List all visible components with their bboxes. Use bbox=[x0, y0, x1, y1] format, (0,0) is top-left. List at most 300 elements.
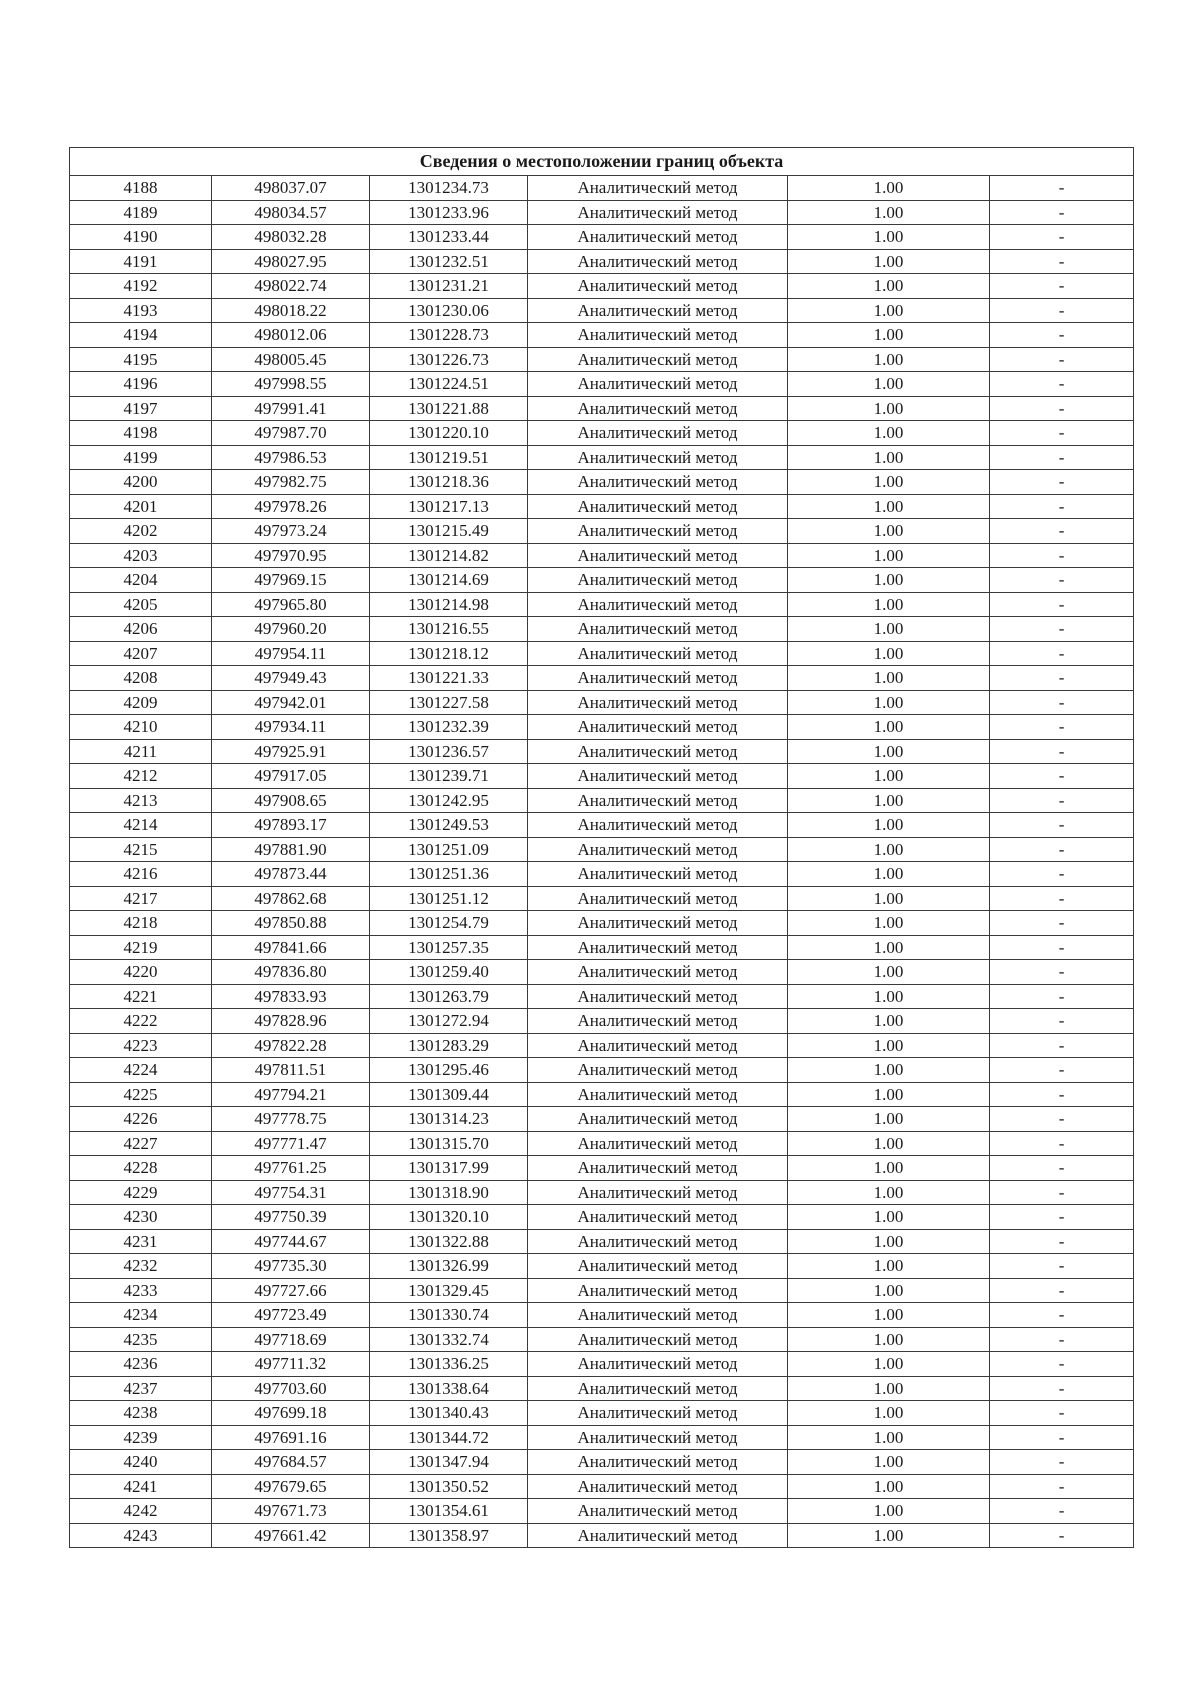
precision-cell: 1.00 bbox=[788, 1425, 990, 1450]
table-row bbox=[70, 1107, 1134, 1132]
table-row bbox=[70, 739, 1134, 764]
table-row bbox=[70, 1058, 1134, 1083]
table-row bbox=[70, 1033, 1134, 1058]
y-coordinate-cell: 1301219.51 bbox=[370, 445, 528, 470]
x-coordinate-cell: 497942.01 bbox=[212, 690, 370, 715]
point-number-cell: 4198 bbox=[70, 421, 212, 446]
x-coordinate-cell: 497761.25 bbox=[212, 1156, 370, 1181]
extra-cell: - bbox=[990, 225, 1134, 250]
extra-cell: - bbox=[990, 1156, 1134, 1181]
method-cell: Аналитический метод bbox=[528, 935, 788, 960]
y-coordinate-cell: 1301251.09 bbox=[370, 837, 528, 862]
y-coordinate-cell: 1301350.52 bbox=[370, 1474, 528, 1499]
table-row bbox=[70, 1425, 1134, 1450]
method-cell: Аналитический метод bbox=[528, 176, 788, 201]
point-number-cell: 4211 bbox=[70, 739, 212, 764]
y-coordinate-cell: 1301317.99 bbox=[370, 1156, 528, 1181]
precision-cell: 1.00 bbox=[788, 298, 990, 323]
extra-cell: - bbox=[990, 911, 1134, 936]
precision-cell: 1.00 bbox=[788, 960, 990, 985]
method-cell: Аналитический метод bbox=[528, 1327, 788, 1352]
extra-cell: - bbox=[990, 568, 1134, 593]
precision-cell: 1.00 bbox=[788, 764, 990, 789]
y-coordinate-cell: 1301239.71 bbox=[370, 764, 528, 789]
y-coordinate-cell: 1301329.45 bbox=[370, 1278, 528, 1303]
y-coordinate-cell: 1301295.46 bbox=[370, 1058, 528, 1083]
precision-cell: 1.00 bbox=[788, 1474, 990, 1499]
extra-cell: - bbox=[990, 1499, 1134, 1524]
method-cell: Аналитический метод bbox=[528, 274, 788, 299]
method-cell: Аналитический метод bbox=[528, 543, 788, 568]
x-coordinate-cell: 497754.31 bbox=[212, 1180, 370, 1205]
table-row bbox=[70, 690, 1134, 715]
method-cell: Аналитический метод bbox=[528, 666, 788, 691]
method-cell: Аналитический метод bbox=[528, 1058, 788, 1083]
x-coordinate-cell: 497771.47 bbox=[212, 1131, 370, 1156]
y-coordinate-cell: 1301215.49 bbox=[370, 519, 528, 544]
y-coordinate-cell: 1301232.51 bbox=[370, 249, 528, 274]
extra-cell: - bbox=[990, 764, 1134, 789]
x-coordinate-cell: 497828.96 bbox=[212, 1009, 370, 1034]
precision-cell: 1.00 bbox=[788, 1450, 990, 1475]
point-number-cell: 4205 bbox=[70, 592, 212, 617]
point-number-cell: 4206 bbox=[70, 617, 212, 642]
extra-cell: - bbox=[990, 1009, 1134, 1034]
x-coordinate-cell: 498037.07 bbox=[212, 176, 370, 201]
method-cell: Аналитический метод bbox=[528, 617, 788, 642]
extra-cell: - bbox=[990, 494, 1134, 519]
y-coordinate-cell: 1301233.44 bbox=[370, 225, 528, 250]
extra-cell: - bbox=[990, 323, 1134, 348]
table-row bbox=[70, 1327, 1134, 1352]
point-number-cell: 4225 bbox=[70, 1082, 212, 1107]
extra-cell: - bbox=[990, 1058, 1134, 1083]
extra-cell: - bbox=[990, 592, 1134, 617]
x-coordinate-cell: 497978.26 bbox=[212, 494, 370, 519]
table-row bbox=[70, 813, 1134, 838]
extra-cell: - bbox=[990, 862, 1134, 887]
x-coordinate-cell: 497778.75 bbox=[212, 1107, 370, 1132]
extra-cell: - bbox=[990, 1205, 1134, 1230]
y-coordinate-cell: 1301263.79 bbox=[370, 984, 528, 1009]
precision-cell: 1.00 bbox=[788, 837, 990, 862]
method-cell: Аналитический метод bbox=[528, 421, 788, 446]
point-number-cell: 4238 bbox=[70, 1401, 212, 1426]
y-coordinate-cell: 1301233.96 bbox=[370, 200, 528, 225]
method-cell: Аналитический метод bbox=[528, 641, 788, 666]
precision-cell: 1.00 bbox=[788, 739, 990, 764]
table-row bbox=[70, 1499, 1134, 1524]
y-coordinate-cell: 1301216.55 bbox=[370, 617, 528, 642]
method-cell: Аналитический метод bbox=[528, 788, 788, 813]
y-coordinate-cell: 1301257.35 bbox=[370, 935, 528, 960]
extra-cell: - bbox=[990, 519, 1134, 544]
y-coordinate-cell: 1301320.10 bbox=[370, 1205, 528, 1230]
x-coordinate-cell: 497862.68 bbox=[212, 886, 370, 911]
point-number-cell: 4236 bbox=[70, 1352, 212, 1377]
table-row bbox=[70, 372, 1134, 397]
point-number-cell: 4188 bbox=[70, 176, 212, 201]
table-row bbox=[70, 445, 1134, 470]
precision-cell: 1.00 bbox=[788, 1303, 990, 1328]
precision-cell: 1.00 bbox=[788, 494, 990, 519]
precision-cell: 1.00 bbox=[788, 323, 990, 348]
y-coordinate-cell: 1301330.74 bbox=[370, 1303, 528, 1328]
extra-cell: - bbox=[990, 372, 1134, 397]
table-row bbox=[70, 1156, 1134, 1181]
table-row bbox=[70, 617, 1134, 642]
x-coordinate-cell: 497881.90 bbox=[212, 837, 370, 862]
table-row bbox=[70, 1254, 1134, 1279]
extra-cell: - bbox=[990, 1033, 1134, 1058]
method-cell: Аналитический метод bbox=[528, 1450, 788, 1475]
table-row bbox=[70, 249, 1134, 274]
y-coordinate-cell: 1301326.99 bbox=[370, 1254, 528, 1279]
precision-cell: 1.00 bbox=[788, 568, 990, 593]
x-coordinate-cell: 497703.60 bbox=[212, 1376, 370, 1401]
x-coordinate-cell: 497661.42 bbox=[212, 1523, 370, 1548]
point-number-cell: 4218 bbox=[70, 911, 212, 936]
x-coordinate-cell: 497718.69 bbox=[212, 1327, 370, 1352]
point-number-cell: 4213 bbox=[70, 788, 212, 813]
point-number-cell: 4212 bbox=[70, 764, 212, 789]
x-coordinate-cell: 497960.20 bbox=[212, 617, 370, 642]
table-row bbox=[70, 323, 1134, 348]
method-cell: Аналитический метод bbox=[528, 739, 788, 764]
extra-cell: - bbox=[990, 1474, 1134, 1499]
y-coordinate-cell: 1301336.25 bbox=[370, 1352, 528, 1377]
x-coordinate-cell: 497735.30 bbox=[212, 1254, 370, 1279]
method-cell: Аналитический метод bbox=[528, 470, 788, 495]
x-coordinate-cell: 497987.70 bbox=[212, 421, 370, 446]
method-cell: Аналитический метод bbox=[528, 715, 788, 740]
method-cell: Аналитический метод bbox=[528, 1425, 788, 1450]
table-row bbox=[70, 176, 1134, 201]
method-cell: Аналитический метод bbox=[528, 225, 788, 250]
x-coordinate-cell: 498018.22 bbox=[212, 298, 370, 323]
table-row bbox=[70, 347, 1134, 372]
extra-cell: - bbox=[990, 715, 1134, 740]
x-coordinate-cell: 498027.95 bbox=[212, 249, 370, 274]
method-cell: Аналитический метод bbox=[528, 1156, 788, 1181]
table-row bbox=[70, 1474, 1134, 1499]
x-coordinate-cell: 497949.43 bbox=[212, 666, 370, 691]
point-number-cell: 4217 bbox=[70, 886, 212, 911]
method-cell: Аналитический метод bbox=[528, 445, 788, 470]
x-coordinate-cell: 497982.75 bbox=[212, 470, 370, 495]
x-coordinate-cell: 497991.41 bbox=[212, 396, 370, 421]
y-coordinate-cell: 1301283.29 bbox=[370, 1033, 528, 1058]
y-coordinate-cell: 1301340.43 bbox=[370, 1401, 528, 1426]
y-coordinate-cell: 1301347.94 bbox=[370, 1450, 528, 1475]
method-cell: Аналитический метод bbox=[528, 372, 788, 397]
precision-cell: 1.00 bbox=[788, 1033, 990, 1058]
point-number-cell: 4224 bbox=[70, 1058, 212, 1083]
y-coordinate-cell: 1301224.51 bbox=[370, 372, 528, 397]
x-coordinate-cell: 497893.17 bbox=[212, 813, 370, 838]
table-row bbox=[70, 568, 1134, 593]
precision-cell: 1.00 bbox=[788, 1499, 990, 1524]
precision-cell: 1.00 bbox=[788, 1156, 990, 1181]
precision-cell: 1.00 bbox=[788, 984, 990, 1009]
extra-cell: - bbox=[990, 1327, 1134, 1352]
extra-cell: - bbox=[990, 1278, 1134, 1303]
extra-cell: - bbox=[990, 960, 1134, 985]
point-number-cell: 4193 bbox=[70, 298, 212, 323]
y-coordinate-cell: 1301232.39 bbox=[370, 715, 528, 740]
extra-cell: - bbox=[990, 1082, 1134, 1107]
x-coordinate-cell: 497934.11 bbox=[212, 715, 370, 740]
method-cell: Аналитический метод bbox=[528, 592, 788, 617]
extra-cell: - bbox=[990, 1229, 1134, 1254]
precision-cell: 1.00 bbox=[788, 788, 990, 813]
method-cell: Аналитический метод bbox=[528, 1033, 788, 1058]
x-coordinate-cell: 497850.88 bbox=[212, 911, 370, 936]
precision-cell: 1.00 bbox=[788, 690, 990, 715]
point-number-cell: 4235 bbox=[70, 1327, 212, 1352]
point-number-cell: 4243 bbox=[70, 1523, 212, 1548]
point-number-cell: 4239 bbox=[70, 1425, 212, 1450]
table-row bbox=[70, 1082, 1134, 1107]
extra-cell: - bbox=[990, 1180, 1134, 1205]
point-number-cell: 4216 bbox=[70, 862, 212, 887]
y-coordinate-cell: 1301218.12 bbox=[370, 641, 528, 666]
table-row bbox=[70, 641, 1134, 666]
y-coordinate-cell: 1301230.06 bbox=[370, 298, 528, 323]
table-row bbox=[70, 1401, 1134, 1426]
precision-cell: 1.00 bbox=[788, 813, 990, 838]
precision-cell: 1.00 bbox=[788, 1278, 990, 1303]
point-number-cell: 4232 bbox=[70, 1254, 212, 1279]
table-row bbox=[70, 862, 1134, 887]
point-number-cell: 4195 bbox=[70, 347, 212, 372]
y-coordinate-cell: 1301218.36 bbox=[370, 470, 528, 495]
table-row bbox=[70, 1131, 1134, 1156]
point-number-cell: 4209 bbox=[70, 690, 212, 715]
y-coordinate-cell: 1301214.98 bbox=[370, 592, 528, 617]
point-number-cell: 4240 bbox=[70, 1450, 212, 1475]
y-coordinate-cell: 1301354.61 bbox=[370, 1499, 528, 1524]
extra-cell: - bbox=[990, 837, 1134, 862]
method-cell: Аналитический метод bbox=[528, 813, 788, 838]
precision-cell: 1.00 bbox=[788, 176, 990, 201]
y-coordinate-cell: 1301220.10 bbox=[370, 421, 528, 446]
point-number-cell: 4231 bbox=[70, 1229, 212, 1254]
table-row bbox=[70, 470, 1134, 495]
method-cell: Аналитический метод bbox=[528, 323, 788, 348]
method-cell: Аналитический метод bbox=[528, 568, 788, 593]
extra-cell: - bbox=[990, 1303, 1134, 1328]
y-coordinate-cell: 1301236.57 bbox=[370, 739, 528, 764]
extra-cell: - bbox=[990, 470, 1134, 495]
precision-cell: 1.00 bbox=[788, 200, 990, 225]
point-number-cell: 4194 bbox=[70, 323, 212, 348]
precision-cell: 1.00 bbox=[788, 1254, 990, 1279]
precision-cell: 1.00 bbox=[788, 249, 990, 274]
x-coordinate-cell: 497836.80 bbox=[212, 960, 370, 985]
extra-cell: - bbox=[990, 1450, 1134, 1475]
y-coordinate-cell: 1301309.44 bbox=[370, 1082, 528, 1107]
x-coordinate-cell: 497671.73 bbox=[212, 1499, 370, 1524]
x-coordinate-cell: 497841.66 bbox=[212, 935, 370, 960]
x-coordinate-cell: 497954.11 bbox=[212, 641, 370, 666]
table-header-row bbox=[70, 148, 1134, 176]
method-cell: Аналитический метод bbox=[528, 911, 788, 936]
x-coordinate-cell: 497973.24 bbox=[212, 519, 370, 544]
point-number-cell: 4234 bbox=[70, 1303, 212, 1328]
precision-cell: 1.00 bbox=[788, 935, 990, 960]
precision-cell: 1.00 bbox=[788, 592, 990, 617]
y-coordinate-cell: 1301221.33 bbox=[370, 666, 528, 691]
table-title: Сведения о местоположении границ объекта bbox=[70, 148, 1134, 176]
point-number-cell: 4237 bbox=[70, 1376, 212, 1401]
precision-cell: 1.00 bbox=[788, 396, 990, 421]
point-number-cell: 4197 bbox=[70, 396, 212, 421]
x-coordinate-cell: 498032.28 bbox=[212, 225, 370, 250]
extra-cell: - bbox=[990, 445, 1134, 470]
method-cell: Аналитический метод bbox=[528, 837, 788, 862]
x-coordinate-cell: 497723.49 bbox=[212, 1303, 370, 1328]
table-row bbox=[70, 1205, 1134, 1230]
x-coordinate-cell: 497811.51 bbox=[212, 1058, 370, 1083]
precision-cell: 1.00 bbox=[788, 1352, 990, 1377]
x-coordinate-cell: 497691.16 bbox=[212, 1425, 370, 1450]
y-coordinate-cell: 1301272.94 bbox=[370, 1009, 528, 1034]
extra-cell: - bbox=[990, 396, 1134, 421]
x-coordinate-cell: 497965.80 bbox=[212, 592, 370, 617]
point-number-cell: 4221 bbox=[70, 984, 212, 1009]
extra-cell: - bbox=[990, 1107, 1134, 1132]
x-coordinate-cell: 498034.57 bbox=[212, 200, 370, 225]
method-cell: Аналитический метод bbox=[528, 1278, 788, 1303]
precision-cell: 1.00 bbox=[788, 421, 990, 446]
table-row bbox=[70, 764, 1134, 789]
extra-cell: - bbox=[990, 935, 1134, 960]
extra-cell: - bbox=[990, 347, 1134, 372]
extra-cell: - bbox=[990, 984, 1134, 1009]
table-row bbox=[70, 1009, 1134, 1034]
extra-cell: - bbox=[990, 274, 1134, 299]
precision-cell: 1.00 bbox=[788, 1229, 990, 1254]
table-row bbox=[70, 225, 1134, 250]
method-cell: Аналитический метод bbox=[528, 886, 788, 911]
table-row bbox=[70, 274, 1134, 299]
table-row bbox=[70, 1303, 1134, 1328]
extra-cell: - bbox=[990, 1131, 1134, 1156]
precision-cell: 1.00 bbox=[788, 1376, 990, 1401]
x-coordinate-cell: 498012.06 bbox=[212, 323, 370, 348]
extra-cell: - bbox=[990, 886, 1134, 911]
extra-cell: - bbox=[990, 1401, 1134, 1426]
precision-cell: 1.00 bbox=[788, 519, 990, 544]
y-coordinate-cell: 1301234.73 bbox=[370, 176, 528, 201]
method-cell: Аналитический метод bbox=[528, 1229, 788, 1254]
table-row bbox=[70, 1376, 1134, 1401]
point-number-cell: 4229 bbox=[70, 1180, 212, 1205]
point-number-cell: 4223 bbox=[70, 1033, 212, 1058]
extra-cell: - bbox=[990, 200, 1134, 225]
y-coordinate-cell: 1301228.73 bbox=[370, 323, 528, 348]
extra-cell: - bbox=[990, 666, 1134, 691]
table-row bbox=[70, 1352, 1134, 1377]
precision-cell: 1.00 bbox=[788, 1205, 990, 1230]
extra-cell: - bbox=[990, 690, 1134, 715]
table-row bbox=[70, 396, 1134, 421]
method-cell: Аналитический метод bbox=[528, 347, 788, 372]
precision-cell: 1.00 bbox=[788, 347, 990, 372]
table-row bbox=[70, 715, 1134, 740]
table-body bbox=[70, 176, 1134, 1548]
table-row bbox=[70, 886, 1134, 911]
x-coordinate-cell: 497986.53 bbox=[212, 445, 370, 470]
point-number-cell: 4190 bbox=[70, 225, 212, 250]
method-cell: Аналитический метод bbox=[528, 396, 788, 421]
method-cell: Аналитический метод bbox=[528, 960, 788, 985]
precision-cell: 1.00 bbox=[788, 1107, 990, 1132]
extra-cell: - bbox=[990, 1425, 1134, 1450]
x-coordinate-cell: 497969.15 bbox=[212, 568, 370, 593]
x-coordinate-cell: 497908.65 bbox=[212, 788, 370, 813]
method-cell: Аналитический метод bbox=[528, 1474, 788, 1499]
y-coordinate-cell: 1301227.58 bbox=[370, 690, 528, 715]
x-coordinate-cell: 497917.05 bbox=[212, 764, 370, 789]
table-row bbox=[70, 1450, 1134, 1475]
precision-cell: 1.00 bbox=[788, 617, 990, 642]
precision-cell: 1.00 bbox=[788, 274, 990, 299]
y-coordinate-cell: 1301344.72 bbox=[370, 1425, 528, 1450]
precision-cell: 1.00 bbox=[788, 225, 990, 250]
y-coordinate-cell: 1301338.64 bbox=[370, 1376, 528, 1401]
method-cell: Аналитический метод bbox=[528, 862, 788, 887]
precision-cell: 1.00 bbox=[788, 886, 990, 911]
x-coordinate-cell: 497744.67 bbox=[212, 1229, 370, 1254]
method-cell: Аналитический метод bbox=[528, 1180, 788, 1205]
point-number-cell: 4203 bbox=[70, 543, 212, 568]
precision-cell: 1.00 bbox=[788, 543, 990, 568]
extra-cell: - bbox=[990, 176, 1134, 201]
point-number-cell: 4189 bbox=[70, 200, 212, 225]
point-number-cell: 4242 bbox=[70, 1499, 212, 1524]
x-coordinate-cell: 497750.39 bbox=[212, 1205, 370, 1230]
precision-cell: 1.00 bbox=[788, 445, 990, 470]
x-coordinate-cell: 497711.32 bbox=[212, 1352, 370, 1377]
method-cell: Аналитический метод bbox=[528, 1082, 788, 1107]
extra-cell: - bbox=[990, 1376, 1134, 1401]
point-number-cell: 4202 bbox=[70, 519, 212, 544]
y-coordinate-cell: 1301358.97 bbox=[370, 1523, 528, 1548]
precision-cell: 1.00 bbox=[788, 1327, 990, 1352]
y-coordinate-cell: 1301221.88 bbox=[370, 396, 528, 421]
table-row bbox=[70, 911, 1134, 936]
extra-cell: - bbox=[990, 617, 1134, 642]
x-coordinate-cell: 497873.44 bbox=[212, 862, 370, 887]
table-row bbox=[70, 960, 1134, 985]
point-number-cell: 4233 bbox=[70, 1278, 212, 1303]
x-coordinate-cell: 497699.18 bbox=[212, 1401, 370, 1426]
precision-cell: 1.00 bbox=[788, 641, 990, 666]
x-coordinate-cell: 497925.91 bbox=[212, 739, 370, 764]
y-coordinate-cell: 1301214.82 bbox=[370, 543, 528, 568]
point-number-cell: 4241 bbox=[70, 1474, 212, 1499]
table-row bbox=[70, 1229, 1134, 1254]
extra-cell: - bbox=[990, 543, 1134, 568]
y-coordinate-cell: 1301251.12 bbox=[370, 886, 528, 911]
method-cell: Аналитический метод bbox=[528, 1254, 788, 1279]
point-number-cell: 4227 bbox=[70, 1131, 212, 1156]
y-coordinate-cell: 1301242.95 bbox=[370, 788, 528, 813]
y-coordinate-cell: 1301226.73 bbox=[370, 347, 528, 372]
point-number-cell: 4215 bbox=[70, 837, 212, 862]
